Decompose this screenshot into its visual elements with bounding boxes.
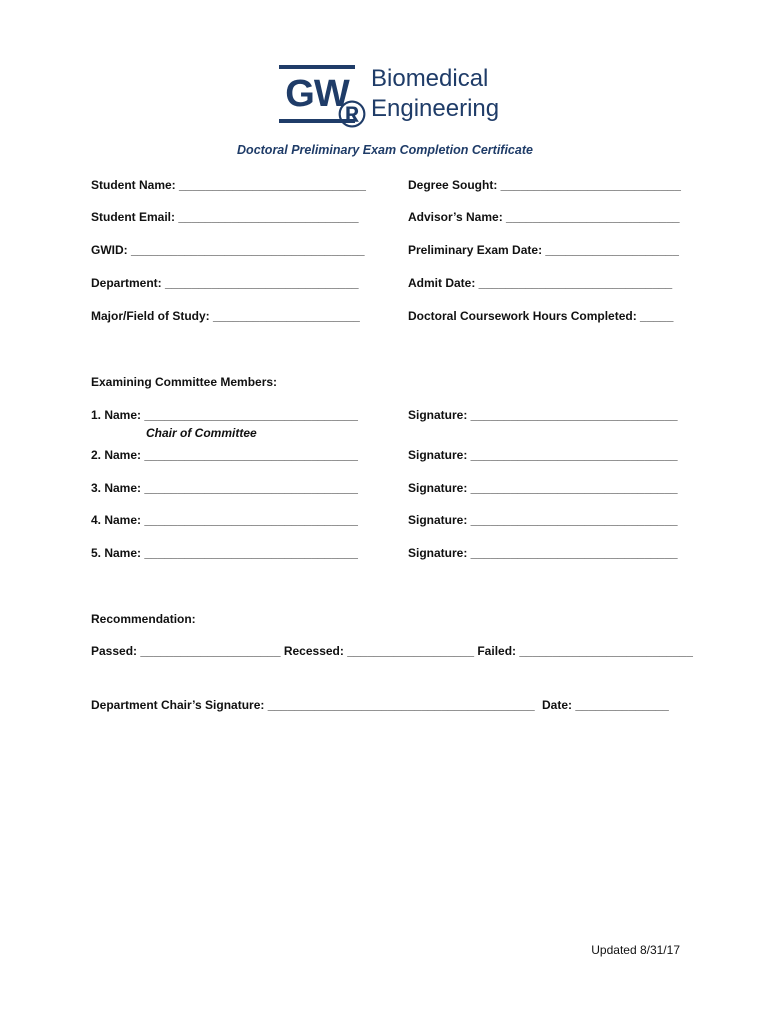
admit-date-field[interactable]: Admit Date: _____________________________ [408, 276, 673, 290]
committee-member-2-name-field[interactable]: 2. Name: ________________________________ [91, 448, 358, 462]
committee-member-5-name-field[interactable]: 5. Name: ________________________________ [91, 546, 358, 560]
committee-member-4-name-field[interactable]: 4. Name: ________________________________ [91, 513, 358, 527]
document-title: Doctoral Preliminary Exam Completion Certificate [237, 143, 533, 157]
student-name-field[interactable]: Student Name: ____________________________ [91, 178, 366, 192]
recommendation-heading: Recommendation: [91, 612, 196, 626]
preliminary-exam-date-field[interactable]: Preliminary Exam Date: ____________________ [408, 243, 679, 257]
logo-line-2: Engineering [371, 95, 500, 122]
committee-member-1-signature-field[interactable]: Signature: _______________________________ [408, 408, 678, 422]
committee-member-1-name-field[interactable]: 1. Name: ________________________________ [91, 408, 358, 422]
updated-date-footer: Updated 8/31/17 [591, 943, 680, 957]
recommendation-options-line[interactable]: Passed: _____________________ Recessed: ___________________ Failed: __________________________ [91, 644, 693, 658]
committee-member-3-signature-field[interactable]: Signature: _______________________________ [408, 481, 678, 495]
gw-biomedical-engineering-logo [279, 64, 500, 136]
logo-line-1: Biomedical [371, 65, 489, 92]
gw-logo-letters: GW [285, 73, 349, 115]
chair-of-committee-note: Chair of Committee [146, 426, 257, 440]
department-field[interactable]: Department: _____________________________ [91, 276, 359, 290]
degree-sought-field[interactable]: Degree Sought: ___________________________ [408, 178, 681, 192]
coursework-hours-field[interactable]: Doctoral Coursework Hours Completed: _____ [408, 309, 674, 323]
major-field-of-study-field[interactable]: Major/Field of Study: ______________________ [91, 309, 360, 323]
department-chair-signature-field[interactable]: Department Chair’s Signature: ________________________________________ [91, 698, 535, 712]
registered-mark: ® [338, 94, 365, 136]
chair-signature-date-field[interactable]: Date: ______________ [542, 698, 669, 712]
student-email-field[interactable]: Student Email: ___________________________ [91, 210, 359, 224]
logo-department-name [371, 64, 499, 124]
gwid-field[interactable]: GWID: ___________________________________ [91, 243, 365, 257]
committee-member-4-signature-field[interactable]: Signature: _______________________________ [408, 513, 678, 527]
committee-member-5-signature-field[interactable]: Signature: _______________________________ [408, 546, 678, 560]
committee-member-3-name-field[interactable]: 3. Name: ________________________________ [91, 481, 358, 495]
committee-heading: Examining Committee Members: [91, 375, 278, 389]
committee-member-2-signature-field[interactable]: Signature: _______________________________ [408, 448, 678, 462]
gw-logo-mark [279, 65, 365, 136]
advisor-name-field[interactable]: Advisor’s Name: __________________________ [408, 210, 680, 224]
